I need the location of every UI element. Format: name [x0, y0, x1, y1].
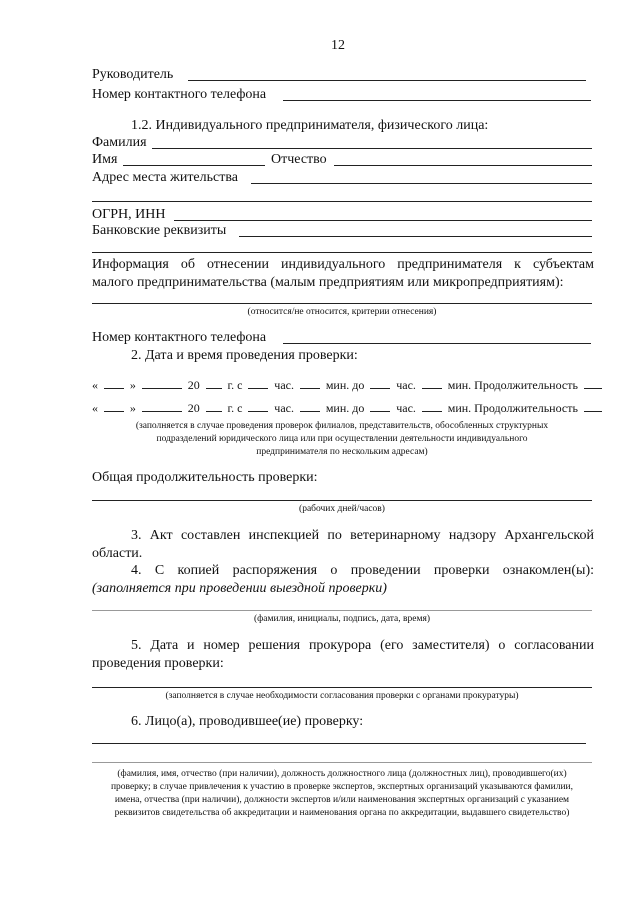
month-blank: [142, 388, 182, 389]
phone-line: [283, 100, 591, 101]
ogrn-line: [174, 220, 592, 221]
section-6-line-2: [92, 762, 592, 763]
section-4-line2: (заполняется при проведении выездной проверки): [92, 581, 387, 596]
hour-blank: [248, 388, 268, 389]
phone-label: Номер контактного телефона: [92, 87, 267, 102]
datetime-caption-2: подразделений юридического лица или при осуществлении деятельности индивидуального: [156, 434, 528, 444]
total-duration-line: [92, 500, 592, 501]
section-1-2-heading: 1.2. Индивидуального предпринимателя, физического лица:: [131, 118, 489, 133]
section-4-line1: 4. С копией распоряжения о проведении проверки ознакомлен(ы):: [131, 563, 594, 578]
duration-blank: [584, 388, 602, 389]
small-business-line1: Информация об отнесении индивидуального предпринимателя к субъектам: [92, 257, 594, 272]
small-business-line2: малого предпринимательства (малым предприятиям или микропредприятиям):: [92, 275, 564, 290]
min-blank: [300, 411, 320, 412]
hours-label: час.: [274, 401, 294, 415]
section-6-caption-1: (фамилия, имя, отчество (при наличии), должность должностного лица (должностных лиц), проводившего(их): [117, 769, 567, 779]
patronymic-label: Отчество: [271, 152, 327, 167]
surname-line: [152, 148, 592, 149]
quote-close: »: [129, 378, 136, 392]
year-prefix: 20: [187, 401, 200, 415]
hour2-blank: [370, 411, 390, 412]
name-line: [123, 165, 265, 166]
hour2-blank: [370, 388, 390, 389]
bank-label: Банковские реквизиты: [92, 223, 227, 238]
hours-label: час.: [274, 378, 294, 392]
address-line-2: [92, 201, 592, 202]
year-blank: [206, 388, 222, 389]
quote-close: »: [129, 401, 136, 415]
section-6-line-1: [92, 743, 586, 744]
min2-blank: [422, 411, 442, 412]
datetime-caption-1: (заполняется в случае проведения проверок филиалов, представительств, обособленных структурных: [135, 421, 549, 431]
duration-label: мин. Продолжительность: [447, 401, 578, 415]
phone-line-2: [283, 343, 591, 344]
address-label: Адрес места жительства: [92, 170, 238, 185]
min-to-label: мин. до: [325, 378, 365, 392]
section-2-heading: 2. Дата и время проведения проверки:: [131, 348, 358, 363]
bank-line-2: [92, 252, 592, 253]
page-number: 12: [331, 38, 345, 53]
hours2-label: час.: [396, 401, 416, 415]
datetime-caption-3: предпринимателя по нескольким адресам): [256, 447, 428, 457]
section-3-line2: области.: [92, 546, 143, 561]
name-label: Имя: [92, 152, 118, 167]
ogrn-label: ОГРН, ИНН: [92, 207, 166, 222]
quote-open: «: [92, 378, 98, 392]
section-3-line1: 3. Акт составлен инспекцией по ветеринарному надзору Архангельской: [131, 528, 594, 543]
hours2-label: час.: [396, 378, 416, 392]
min-to-label: мин. до: [325, 401, 365, 415]
surname-label: Фамилия: [92, 135, 147, 150]
section-5-caption: (заполняется в случае необходимости согласования проверки с органами прокуратуры): [165, 691, 519, 701]
min-blank: [300, 388, 320, 389]
bank-line: [239, 236, 592, 237]
section-5-line1: 5. Дата и номер решения прокурора (его заместителя) о согласовании: [131, 638, 594, 653]
quote-open: «: [92, 401, 98, 415]
min2-blank: [422, 388, 442, 389]
month-blank: [142, 411, 182, 412]
section-4-line: [92, 610, 592, 611]
day-blank: [104, 388, 124, 389]
section-5-line: [92, 687, 592, 688]
year-blank: [206, 411, 222, 412]
small-business-line: [92, 303, 592, 304]
year-suffix: г. с: [227, 378, 243, 392]
patronymic-line: [334, 165, 592, 166]
duration-blank: [584, 411, 602, 412]
section-6-caption-4: реквизитов свидетельства об аккредитации и наименования органа по аккредитации, выдавшего свидетельство): [114, 808, 570, 818]
section-6-caption-2: проверку; в случае привлечения к участию в проверке экспертов, экспертных организаций указываются фамилии,: [110, 782, 574, 792]
section-5-line2: проведения проверки:: [92, 656, 224, 671]
hour-blank: [248, 411, 268, 412]
year-prefix: 20: [187, 378, 200, 392]
manager-line: [188, 80, 586, 81]
section-6-heading: 6. Лицо(а), проводившее(ие) проверку:: [131, 714, 364, 729]
manager-label: Руководитель: [92, 67, 174, 82]
phone-label-2: Номер контактного телефона: [92, 330, 267, 345]
day-blank: [104, 411, 124, 412]
address-line: [251, 183, 592, 184]
small-business-caption: (относится/не относится, критерии отнесения): [247, 307, 437, 317]
total-duration-label: Общая продолжительность проверки:: [92, 470, 318, 485]
section-4-caption: (фамилия, инициалы, подпись, дата, время): [253, 614, 431, 624]
year-suffix: г. с: [227, 401, 243, 415]
datetime-row-1: [92, 378, 602, 392]
section-6-caption-3: имена, отчества (при наличии), должности экспертов и/или наименования экспертных организаций с указанием: [114, 795, 570, 805]
total-duration-caption: (рабочих дней/часов): [299, 504, 385, 514]
duration-label: мин. Продолжительность: [447, 378, 578, 392]
datetime-row-2: [92, 401, 602, 415]
